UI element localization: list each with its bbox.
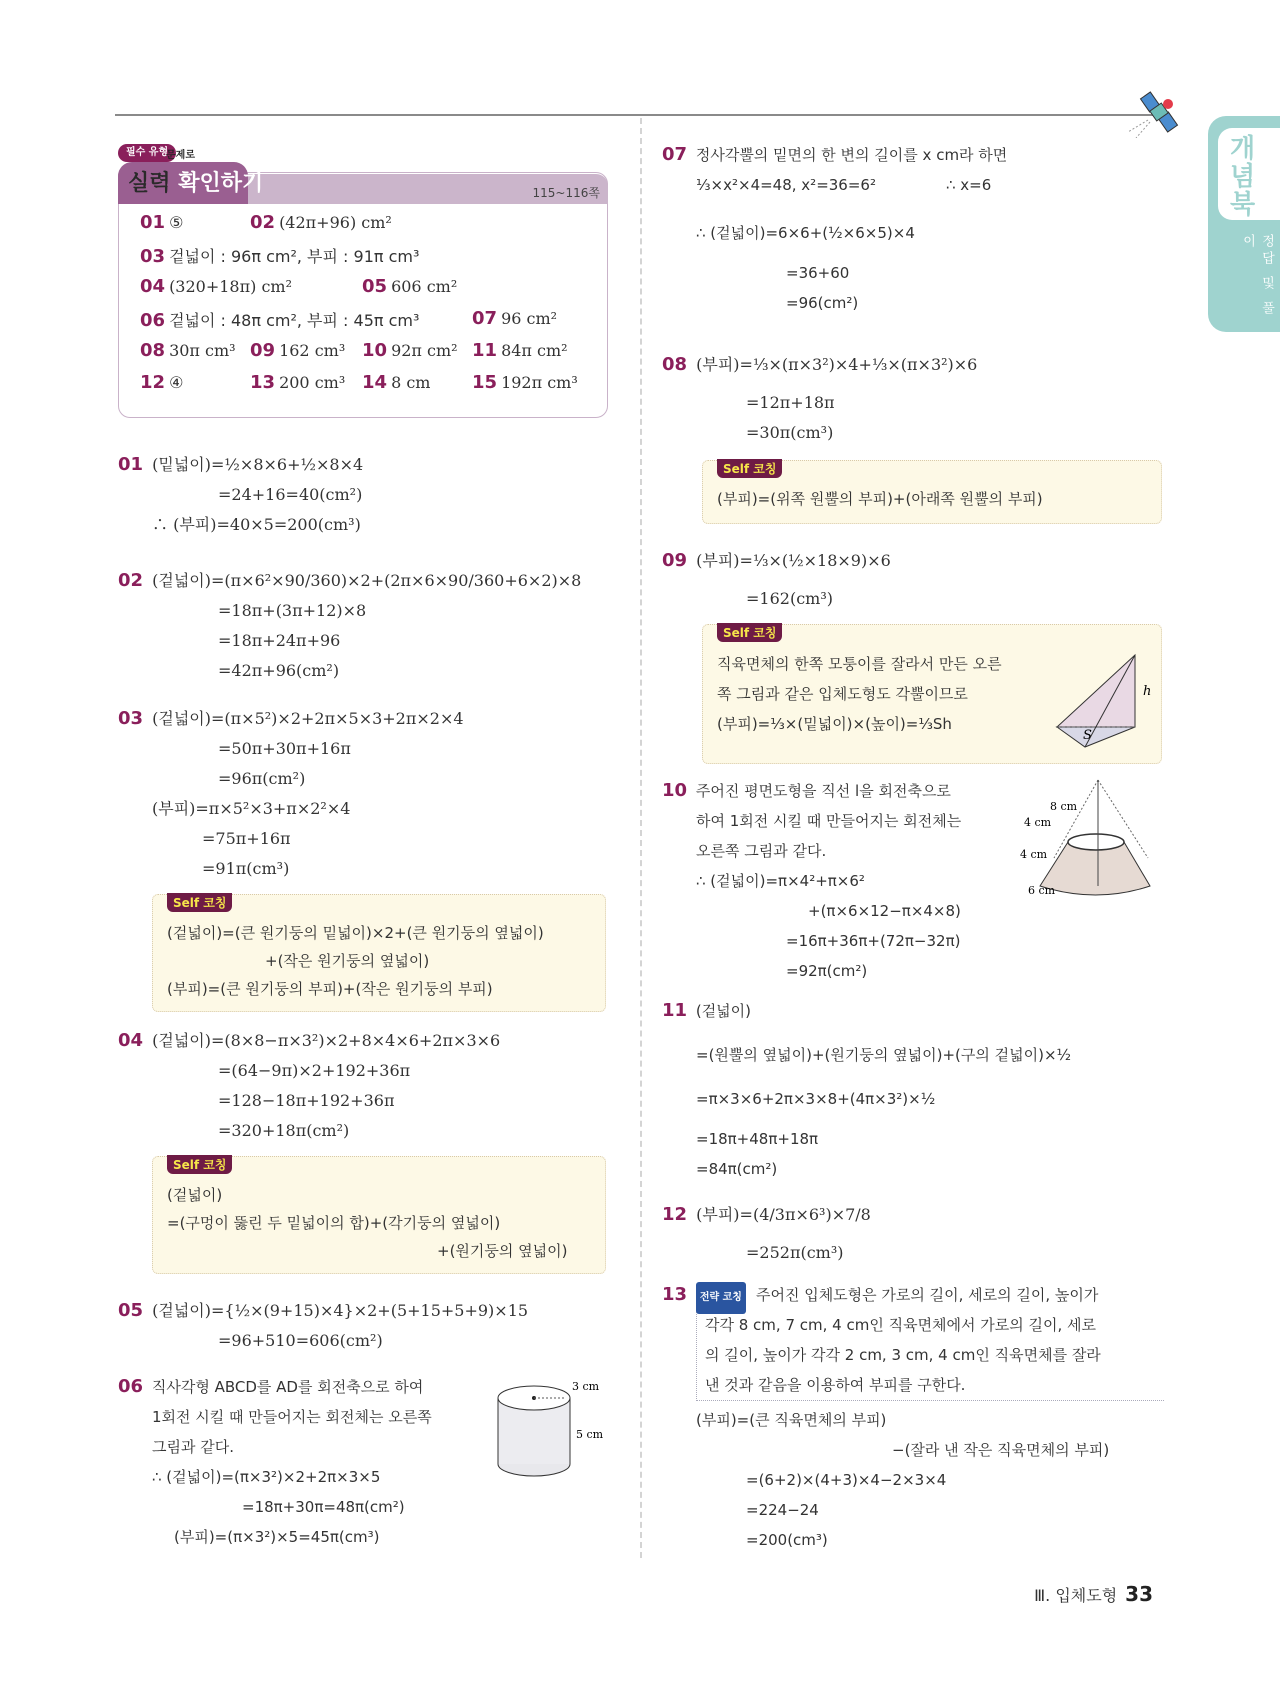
page-range: 115~116쪽 [532, 186, 600, 200]
section-title-main: 확인하기 [178, 171, 264, 196]
side-tab[interactable] [1208, 116, 1280, 332]
solution-02: 02 (겉넓이)=(π×6²×90/360)×2+(2π×6×90/360+6×2)×8 =18π+(3π+12)×8 =18π+24π+96 =42π+96(cm²) [118, 570, 582, 680]
satellite-icon [1128, 88, 1188, 138]
answer-value: 162 cm³ [279, 341, 346, 360]
answer-value: 8 cm [391, 373, 431, 392]
svg-text:4 cm: 4 cm [1024, 816, 1052, 829]
page-footer [1034, 1582, 1153, 1606]
solution-10: 10 주어진 평면도형을 직선 l을 회전축으로 하여 1회전 시킬 때 만들어지는 회전체는 오른쪽 그림과 같다. ∴ (겉넓이)=π×4²+π×6² +(π×6×12−π×4×8) =16π+36π+(72π−32π) =92π(cm²) [662, 780, 962, 980]
solution-07: 07 정사각뿔의 밑면의 한 변의 길이를 x cm라 하면 ⅓×x²×4=48, x²=36=6² ∴ x=6 ∴ (겉넓이)=6×6+(½×6×5)×4 =36+60 =96(cm²) [662, 144, 1008, 312]
column-divider [640, 118, 642, 1558]
answer-grid: 01 ⑤ 02 (42π+96) cm² 03 겉넓이 : 96π cm², 부피 : 91π cm³ 04 (320+18π) cm² 05 606 cm² 06 겉넓이 : 48π cm², 부피 : 45π cm³ 07 96 cm² 08 30π cm³ 09 162 cm³ 10 92π cm² 11 84π cm² 12 ④ 13 200 cm³ 14 8 cm 15 192π cm³ [140, 212, 578, 393]
section-title [128, 166, 263, 197]
answer-value: 92π cm² [391, 341, 458, 360]
solution-01: 01 (밑넓이)=½×8×6+½×8×4 =24+16=40(cm²) ∴ (부피)=40×5=200(cm³) [118, 454, 364, 534]
frustum-figure [1020, 776, 1160, 900]
self-coaching-label: Self 코칭 [717, 459, 782, 478]
answer-value: (320+18π) cm² [169, 277, 292, 296]
self-coaching-label: Self 코칭 [167, 893, 232, 912]
side-tab-subtitle: 정답 및 풀이 [1240, 234, 1274, 319]
answer-value: 606 cm² [391, 277, 458, 296]
solution-05: 05 (겉넓이)={½×(9+15)×4}×2+(5+15+5+9)×15 =96+510=606(cm²) [118, 1300, 529, 1350]
svg-text:h: h [1143, 684, 1152, 699]
solution-12: 12 (부피)=(4/3π×6³)×7/8 =252π(cm³) [662, 1204, 871, 1262]
solution-09: 09 (부피)=⅓×(½×18×9)×6 =162(cm³) [662, 550, 891, 608]
badge-pill: 필수 유형 [118, 144, 176, 162]
self-coaching-label: Self 코칭 [167, 1155, 232, 1174]
answer-value: 84π cm² [501, 341, 568, 360]
answer-value: ⑤ [169, 213, 184, 232]
answer-value: 192π cm³ [501, 373, 578, 392]
badge-suffix: 문제로 [166, 150, 195, 161]
answer-value: 30π cm³ [169, 341, 236, 360]
self-coaching-03: Self 코칭 (겉넓이)=(큰 원기둥의 밑넓이)×2+(큰 원기둥의 옆넓이) +(작은 원기둥의 옆넓이) (부피)=(큰 원기둥의 부피)+(작은 원기둥의 부피) [152, 894, 606, 1012]
solution-13: 13 전략 코칭 주어진 입체도형은 가로의 길이, 세로의 길이, 높이가 각각 8 cm, 7 cm, 4 cm인 직육면체에서 가로의 길이, 세로 의 길이, 높이가 각각 2 cm, 3 cm, 4 cm인 직육면체를 잘라 낸 것과 같음을 이용하여 부피를 구한다. (부피)=(큰 직육면체의 부피) −(잘라 낸 작은 직육면체의 부피) =(6+2)×(4+3)×4−2×3×4 =224−24 =200(cm³) [662, 1280, 1164, 1555]
answer-value: 겉넓이 : 48π cm², 부피 : 45π cm³ [169, 311, 420, 330]
svg-text:3 cm: 3 cm [572, 1380, 600, 1393]
solution-11: 11 (겉넓이) =(원뿔의 옆넓이)+(원기둥의 옆넓이)+(구의 겉넓이)×½ =π×3×6+2π×3×8+(4π×3²)×½ =18π+48π+18π =84π(cm²) [662, 1000, 1072, 1178]
solution-08: 08 (부피)=⅓×(π×3²)×4+⅓×(π×3²)×6 =12π+18π =30π(cm³) [662, 354, 978, 442]
chapter-title: Ⅲ. 입체도형 [1034, 1586, 1118, 1605]
solution-04: 04 (겉넓이)=(8×8−π×3²)×2+8×4×6+2π×3×6 =(64−9π)×2+192+36π =128−18π+192+36π =320+18π(cm²) [118, 1030, 501, 1140]
svg-text:S: S [1083, 728, 1092, 743]
answer-value: 96 cm² [501, 309, 558, 328]
cylinder-figure [494, 1380, 614, 1480]
answer-value: (42π+96) cm² [279, 213, 392, 232]
solution-03: 03 (겉넓이)=(π×5²)×2+2π×5×3+2π×2×4 =50π+30π+16π =96π(cm²) (부피)=π×5²×3+π×2²×4 =75π+16π =91π(cm³) [118, 708, 464, 878]
section-title-bold: 실력 [128, 171, 171, 196]
answer-value: 200 cm³ [279, 373, 346, 392]
page-number: 33 [1125, 1582, 1153, 1606]
solution-06: 06 직사각형 ABCD를 AD를 회전축으로 하여 1회전 시킬 때 만들어지는 회전체는 오른쪽 그림과 같다. ∴ (겉넓이)=(π×3²)×2+2π×3×5 =18π+30π=48π(cm²) (부피)=(π×3²)×5=45π(cm³) [118, 1376, 432, 1546]
answer-box-header [118, 144, 608, 202]
top-rule [115, 114, 1155, 116]
svg-text:6 cm: 6 cm [1028, 884, 1056, 897]
answer-value: 겉넓이 : 96π cm², 부피 : 91π cm³ [169, 247, 420, 266]
side-tab-title: 개념북 [1225, 134, 1255, 218]
self-coaching-label: Self 코칭 [717, 623, 782, 642]
pyramid-figure [1053, 651, 1153, 751]
svg-text:8 cm: 8 cm [1050, 800, 1078, 813]
strategy-coaching-label: 전략 코칭 [696, 1282, 746, 1314]
self-coaching-08: Self 코칭 (부피)=(위쪽 원뿔의 부피)+(아래쪽 원뿔의 부피) [702, 460, 1162, 524]
svg-text:5 cm: 5 cm [576, 1428, 604, 1441]
answer-value: ④ [169, 373, 184, 392]
self-coaching-09: Self 코칭 직육면체의 한쪽 모퉁이를 잘라서 만든 오른 쪽 그림과 같은 입체도형도 각뿔이므로 (부피)=⅓×(밑넓이)×(높이)=⅓Sh h S [702, 624, 1162, 764]
svg-text:4 cm: 4 cm [1020, 848, 1048, 861]
self-coaching-04: Self 코칭 (겉넓이) =(구멍이 뚫린 두 밑넓이의 합)+(각기둥의 옆넓이) +(원기둥의 옆넓이) [152, 1156, 606, 1274]
